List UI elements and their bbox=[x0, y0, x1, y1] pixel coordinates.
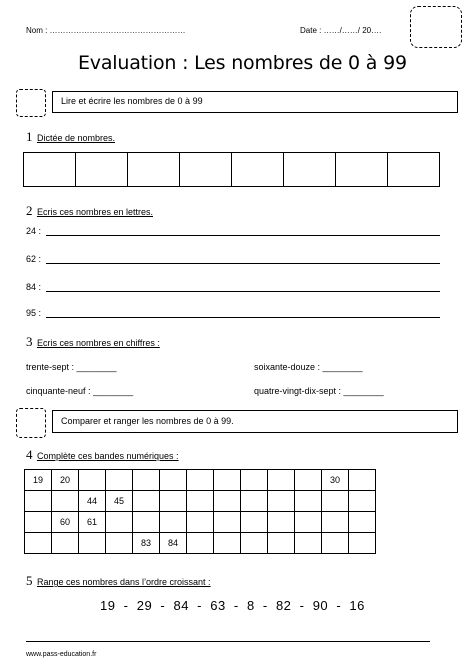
grid-cell-blank[interactable] bbox=[79, 533, 106, 554]
grid-cell-blank[interactable] bbox=[79, 470, 106, 491]
score-box bbox=[410, 6, 462, 48]
grid-cell-blank[interactable] bbox=[160, 512, 187, 533]
answer-line[interactable] bbox=[26, 641, 430, 642]
dictation-box[interactable] bbox=[283, 152, 336, 187]
skill-2-score-box bbox=[16, 408, 46, 438]
section-number: 5 bbox=[26, 573, 33, 588]
grid-cell-given: 83 bbox=[133, 533, 160, 554]
grid-cell-blank[interactable] bbox=[187, 512, 214, 533]
grid-cell-blank[interactable] bbox=[133, 491, 160, 512]
grid-cell-blank[interactable] bbox=[349, 470, 376, 491]
grid-cell-blank[interactable] bbox=[349, 533, 376, 554]
grid-cell-blank[interactable] bbox=[295, 491, 322, 512]
grid-cell-blank[interactable] bbox=[160, 470, 187, 491]
grid-cell-blank[interactable] bbox=[268, 470, 295, 491]
grid-cell-blank[interactable] bbox=[25, 491, 52, 512]
grid-cell-given: 45 bbox=[106, 491, 133, 512]
date-field-label: Date : ……/……/ 20…. bbox=[300, 26, 382, 35]
dictation-boxes bbox=[24, 152, 440, 187]
section-title: Complète ces bandes numériques : bbox=[36, 451, 179, 461]
grid-cell-blank[interactable] bbox=[106, 512, 133, 533]
answer-line[interactable] bbox=[46, 291, 440, 292]
answer-line[interactable] bbox=[46, 263, 440, 264]
section-title: Ecris ces nombres en chiffres : bbox=[36, 338, 160, 348]
word-number-item: quatre-vingt-dix-sept : ________ bbox=[254, 386, 384, 396]
grid-cell-blank[interactable] bbox=[322, 512, 349, 533]
grid-cell-blank[interactable] bbox=[160, 491, 187, 512]
grid-cell-given: 60 bbox=[52, 512, 79, 533]
grid-cell-given: 19 bbox=[25, 470, 52, 491]
grid-cell-blank[interactable] bbox=[295, 512, 322, 533]
grid-cell-given: 20 bbox=[52, 470, 79, 491]
section-number: 4 bbox=[26, 447, 33, 462]
grid-cell-blank[interactable] bbox=[214, 470, 241, 491]
grid-row bbox=[25, 512, 376, 533]
skill-1-score-box bbox=[16, 89, 46, 117]
skill-1-label: Lire et écrire les nombres de 0 à 99 bbox=[61, 96, 203, 106]
grid-cell-given: 84 bbox=[160, 533, 187, 554]
number-label-95: 95 : bbox=[26, 308, 42, 318]
dictation-box[interactable] bbox=[75, 152, 128, 187]
grid-cell-blank[interactable] bbox=[106, 470, 133, 491]
grid-cell-blank[interactable] bbox=[214, 491, 241, 512]
grid-cell-blank[interactable] bbox=[241, 491, 268, 512]
word-number-item: cinquante-neuf : ________ bbox=[26, 386, 134, 396]
section-number: 2 bbox=[26, 203, 33, 218]
grid-row bbox=[25, 491, 376, 512]
number-label-62: 62 : bbox=[26, 254, 42, 264]
grid-cell-blank[interactable] bbox=[268, 533, 295, 554]
answer-line[interactable] bbox=[46, 317, 440, 318]
answer-line[interactable] bbox=[46, 235, 440, 236]
grid-cell-blank[interactable] bbox=[295, 533, 322, 554]
dictation-box[interactable] bbox=[387, 152, 440, 187]
grid-cell-given: 44 bbox=[79, 491, 106, 512]
dictation-box[interactable] bbox=[127, 152, 180, 187]
grid-cell-given: 30 bbox=[322, 470, 349, 491]
footer-url: www.pass-education.fr bbox=[26, 651, 97, 658]
grid-cell-blank[interactable] bbox=[214, 512, 241, 533]
grid-cell-blank[interactable] bbox=[187, 533, 214, 554]
number-strip-grid bbox=[24, 469, 376, 554]
grid-cell-blank[interactable] bbox=[241, 533, 268, 554]
grid-cell-blank[interactable] bbox=[349, 512, 376, 533]
section-number: 3 bbox=[26, 334, 33, 349]
grid-cell-blank[interactable] bbox=[241, 512, 268, 533]
dictation-box[interactable] bbox=[335, 152, 388, 187]
section-title: Dictée de nombres. bbox=[36, 133, 115, 143]
grid-cell-blank[interactable] bbox=[349, 491, 376, 512]
section-3-heading bbox=[26, 333, 160, 351]
section-title: Ecris ces nombres en lettres. bbox=[36, 207, 153, 217]
number-sequence: 19 - 29 - 84 - 63 - 8 - 82 - 90 - 16 bbox=[100, 598, 365, 613]
skill-2-label: Comparer et ranger les nombres de 0 à 99. bbox=[61, 416, 234, 426]
section-number: 1 bbox=[26, 129, 33, 144]
grid-cell-blank[interactable] bbox=[25, 512, 52, 533]
grid-row bbox=[25, 470, 376, 491]
page-title: Evaluation : Les nombres de 0 à 99 bbox=[78, 52, 407, 74]
dictation-box[interactable] bbox=[179, 152, 232, 187]
grid-cell-blank[interactable] bbox=[133, 512, 160, 533]
section-2-heading bbox=[26, 202, 153, 220]
grid-cell-blank[interactable] bbox=[187, 491, 214, 512]
grid-cell-blank[interactable] bbox=[133, 470, 160, 491]
section-5-heading bbox=[26, 572, 211, 590]
word-number-item: trente-sept : ________ bbox=[26, 362, 117, 372]
grid-cell-blank[interactable] bbox=[241, 470, 268, 491]
word-number-item: soixante-douze : ________ bbox=[254, 362, 363, 372]
grid-cell-blank[interactable] bbox=[322, 491, 349, 512]
number-label-84: 84 : bbox=[26, 282, 42, 292]
name-field-label: Nom : …………………………………………… bbox=[26, 26, 186, 35]
grid-cell-blank[interactable] bbox=[106, 533, 133, 554]
grid-cell-blank[interactable] bbox=[25, 533, 52, 554]
grid-row bbox=[25, 533, 376, 554]
grid-cell-given: 61 bbox=[79, 512, 106, 533]
grid-cell-blank[interactable] bbox=[268, 512, 295, 533]
grid-cell-blank[interactable] bbox=[295, 470, 322, 491]
section-title: Range ces nombres dans l’ordre croissant : bbox=[36, 577, 211, 587]
number-label-24: 24 : bbox=[26, 226, 42, 236]
section-1-heading bbox=[26, 128, 115, 146]
grid-cell-blank[interactable] bbox=[322, 533, 349, 554]
dictation-box[interactable] bbox=[23, 152, 76, 187]
skill-1-banner bbox=[52, 91, 458, 113]
grid-cell-blank[interactable] bbox=[52, 533, 79, 554]
grid-cell-blank[interactable] bbox=[52, 491, 79, 512]
dictation-box[interactable] bbox=[231, 152, 284, 187]
grid-cell-blank[interactable] bbox=[268, 491, 295, 512]
grid-cell-blank[interactable] bbox=[214, 533, 241, 554]
section-4-heading bbox=[26, 446, 179, 464]
grid-cell-blank[interactable] bbox=[187, 470, 214, 491]
skill-2-banner bbox=[52, 410, 458, 433]
